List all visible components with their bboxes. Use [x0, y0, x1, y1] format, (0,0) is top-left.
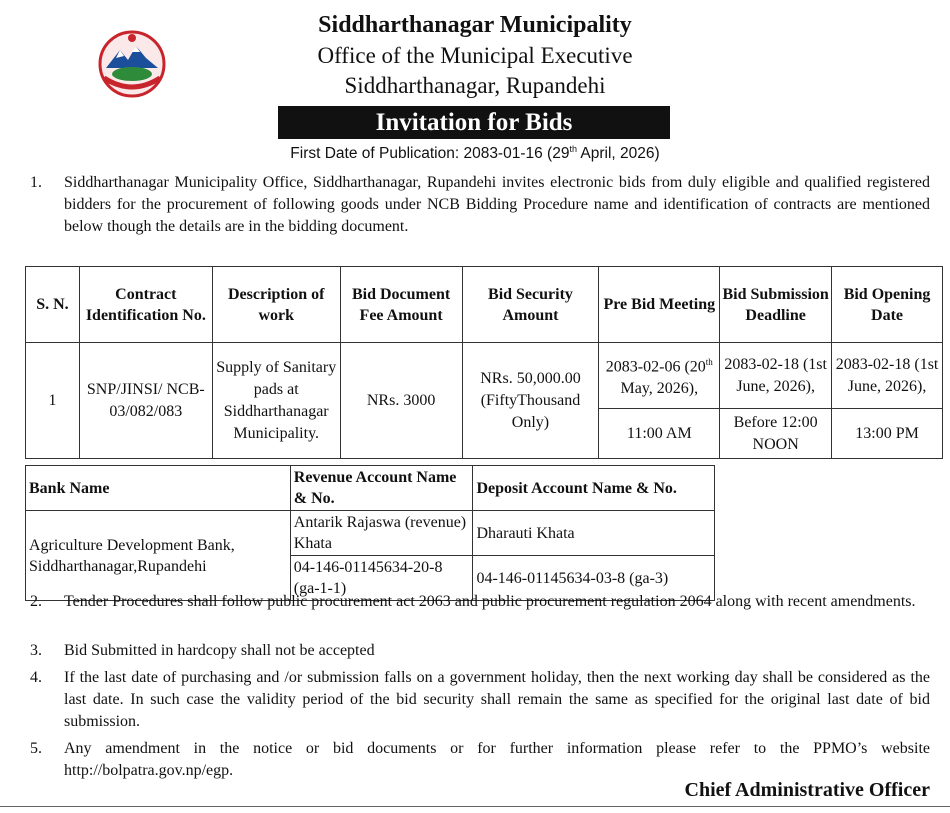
bid-table: [25, 266, 943, 459]
paragraph-text: Tender Procedures shall follow public procurement act 2063 and public procurement regulation 2064 along with recent amendments.: [64, 593, 916, 610]
bottom-divider: [0, 806, 950, 807]
col-header-doc-fee: Bid Document Fee Amount: [340, 267, 462, 343]
office-name: Office of the Municipal Executive: [317, 43, 633, 68]
col-header-pre-bid: Pre Bid Meeting: [599, 267, 720, 343]
col-header-deposit-account: Deposit Account Name & No.: [473, 466, 715, 511]
col-header-submission: Bid Submission Deadline: [720, 267, 832, 343]
col-header-description: Description of work: [212, 267, 340, 343]
paragraph-text: If the last date of purchasing and /or submission falls on a government holiday, then the next working day shall be considered as the last date. In such case the validity period of the bid security shall remain the same as specified for the original last date of bid submission.: [64, 669, 930, 730]
paragraph-1: [22, 172, 930, 238]
organization-name: Siddharthanagar Municipality: [318, 12, 632, 38]
paragraph-number: 4.: [30, 669, 42, 686]
paragraph-number: 1.: [30, 174, 42, 191]
cell-description: Supply of Sanitary pads at Siddharthanagar Municipality.: [212, 343, 340, 459]
col-header-bank-name: Bank Name: [26, 466, 291, 511]
cell-pre-bid-date: 2083-02-06 (20th May, 2026),: [599, 343, 720, 409]
paragraph-text: Bid Submitted in hardcopy shall not be accepted: [64, 642, 375, 659]
table-row: [26, 511, 715, 556]
paragraph-number: 5.: [30, 740, 42, 757]
paragraph-4: [22, 667, 930, 733]
col-header-contract-id: Contract Identification No.: [79, 267, 212, 343]
col-header-opening: Bid Opening Date: [832, 267, 943, 343]
table-row: [26, 343, 943, 409]
paragraph-3: [22, 640, 930, 662]
col-header-sn: S. N.: [26, 267, 80, 343]
cell-opening-time: 13:00 PM: [832, 409, 943, 459]
table-header-row: [26, 267, 943, 343]
cell-deposit-name: Dharauti Khata: [473, 511, 715, 556]
table-header-row: [26, 466, 715, 511]
office-location: Siddharthanagar, Rupandehi: [344, 73, 606, 98]
signature-title: Chief Administrative Officer: [684, 779, 930, 801]
publication-date: First Date of Publication: 2083-01-16 (29th April, 2026): [290, 144, 660, 163]
cell-revenue-name: Antarik Rajaswa (revenue) Khata: [290, 511, 473, 556]
cell-security: NRs. 50,000.00 (FiftyThousand Only): [462, 343, 599, 459]
paragraph-2: [22, 591, 930, 613]
paragraph-text: Any amendment in the notice or bid documents or for further information please refer to the PPMO’s website http://bolpatra.gov.np/egp.: [64, 740, 930, 779]
cell-submission-date: 2083-02-18 (1st June, 2026),: [720, 343, 832, 409]
cell-submission-time: Before 12:00 NOON: [720, 409, 832, 459]
col-header-revenue-account: Revenue Account Name & No.: [290, 466, 473, 511]
cell-bank-name: Agriculture Development Bank, Siddharthanagar,Rupandehi: [26, 511, 291, 601]
paragraph-number: 2.: [30, 593, 42, 610]
paragraph-text: Siddharthanagar Municipality Office, Siddharthanagar, Rupandehi invites electronic bids from duly eligible and qualified registered bidders for the procurement of following goods under NCB Bidding Procedure name and identification of contracts are mentioned below though the details are in the bidding document.: [64, 174, 930, 235]
cell-revenue-number: 04-146-01145634-20-8 (ga-1-1): [290, 556, 473, 601]
notice-title: Invitation for Bids: [278, 106, 670, 139]
cell-contract-id: SNP/JINSI/ NCB-03/082/083: [79, 343, 212, 459]
cell-doc-fee: NRs. 3000: [340, 343, 462, 459]
paragraph-5: [22, 738, 930, 782]
bank-account-table: [25, 465, 715, 601]
cell-sn: 1: [26, 343, 80, 459]
cell-pre-bid-time: 11:00 AM: [599, 409, 720, 459]
col-header-security: Bid Security Amount: [462, 267, 599, 343]
paragraph-number: 3.: [30, 642, 42, 659]
cell-opening-date: 2083-02-18 (1st June, 2026),: [832, 343, 943, 409]
cell-deposit-number: 04-146-01145634-03-8 (ga-3): [473, 556, 715, 601]
